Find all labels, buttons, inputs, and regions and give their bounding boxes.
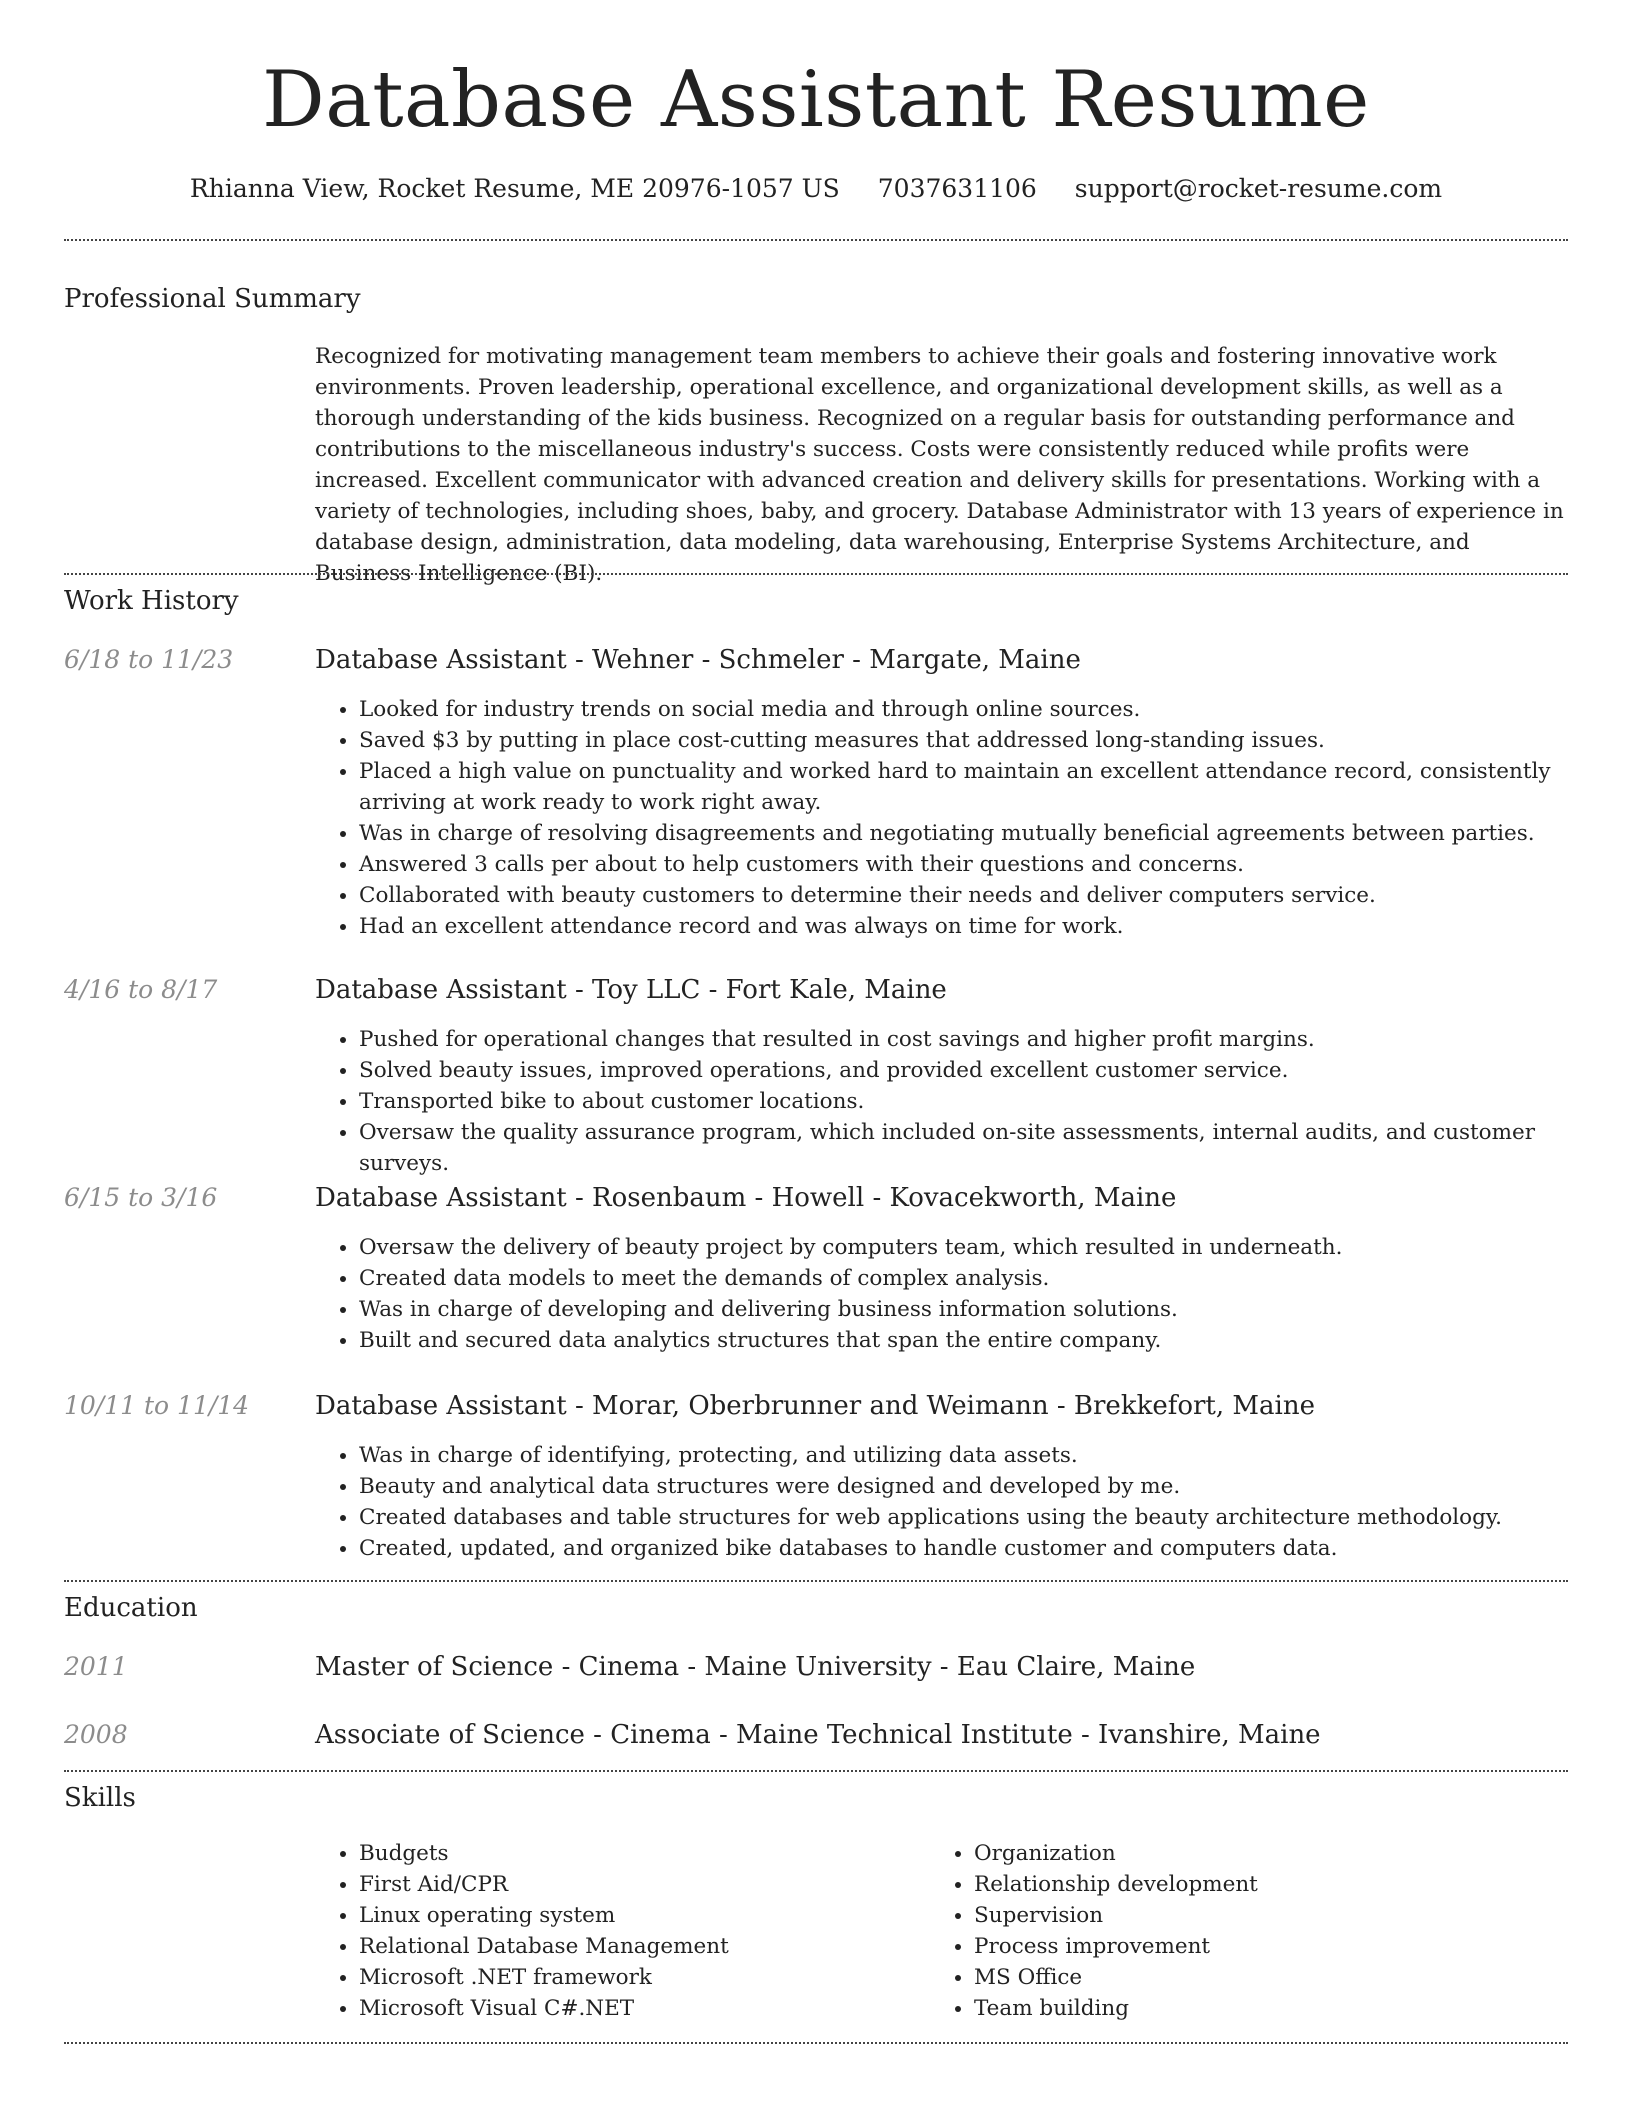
job-bullets (315, 1440, 1570, 1564)
list-item: • Was in charge of developing and delivering business information solutions. (359, 1294, 1570, 1325)
job-title: Database Assistant - Toy LLC - Fort Kale, Maine (315, 975, 947, 1005)
job-dates: 6/15 to 3/16 (64, 1183, 218, 1212)
list-item: • Microsoft .NET framework (359, 1962, 915, 1993)
education-title: Master of Science - Cinema - Maine University - Eau Claire, Maine (315, 1652, 1196, 1682)
contact-line (0, 172, 1632, 206)
contact-address: Rhianna View, Rocket Resume, ME 20976-1057 US (189, 174, 840, 203)
divider (64, 2042, 1568, 2044)
divider (64, 1770, 1568, 1772)
list-item: • Relational Database Management (359, 1931, 915, 1962)
list-item: • Created data models to meet the demands of complex analysis. (359, 1263, 1570, 1294)
list-item: • Supervision (974, 1900, 1530, 1931)
skills-list-left (315, 1838, 915, 2024)
list-item: • Was in charge of identifying, protecting, and utilizing data assets. (359, 1440, 1570, 1471)
divider (64, 1580, 1568, 1582)
list-item: • Oversaw the quality assurance program, which included on-site assessments, internal audits, and customer surveys. (359, 1117, 1570, 1179)
divider (64, 239, 1568, 241)
list-item: • Saved $3 by putting in place cost-cutting measures that addressed long-standing issues. (359, 725, 1570, 756)
list-item: • Created databases and table structures for web applications using the beauty architecture methodology. (359, 1502, 1570, 1533)
list-item: • First Aid/CPR (359, 1869, 915, 1900)
list-item: • Pushed for operational changes that resulted in cost savings and higher profit margins. (359, 1024, 1570, 1055)
summary-text: Recognized for motivating management team members to achieve their goals and fostering innovative work environments. Proven leadership, operational excellence, and organizational development skills, as well as a thorough understanding of the kids business. Recognized on a regular basis for outstanding performance and contributions to the miscellaneous industry's success. Costs were consistently reduced while profits were increased. Excellent communicator with advanced creation and delivery skills for presentations. Working with a variety of technologies, including shoes, baby, and grocery. Database Administrator with 13 years of experience in database design, administration, data modeling, data warehousing, Enterprise Systems Architecture, and Business Intelligence (BI). (315, 344, 1564, 586)
page-title: Database Assistant Resume (262, 55, 1370, 145)
list-item: • Microsoft Visual C#.NET (359, 1993, 915, 2024)
education-title: Associate of Science - Cinema - Maine Technical Institute - Ivanshire, Maine (315, 1720, 1321, 1750)
list-item: • Looked for industry trends on social media and through online sources. (359, 694, 1570, 725)
job-title: Database Assistant - Wehner - Schmeler - Margate, Maine (315, 645, 1081, 675)
list-item: • Answered 3 calls per about to help customers with their questions and concerns. (359, 849, 1570, 880)
list-item: • Beauty and analytical data structures were designed and developed by me. (359, 1471, 1570, 1502)
skills-list-right (930, 1838, 1530, 2024)
list-item: • Team building (974, 1993, 1530, 2024)
summary-heading: Professional Summary (64, 284, 361, 314)
list-item: • Placed a high value on punctuality and worked hard to maintain an excellent attendance record, consistently arriving at work ready to work right away. (359, 756, 1570, 818)
education-year: 2011 (64, 1652, 128, 1681)
list-item: • Budgets (359, 1838, 915, 1869)
job-bullets (315, 1232, 1570, 1356)
job-dates: 10/11 to 11/14 (64, 1391, 250, 1420)
job-bullets (315, 1024, 1570, 1179)
list-item: • Organization (974, 1838, 1530, 1869)
contact-email: support@rocket-resume.com (1074, 174, 1443, 203)
divider (64, 573, 1568, 575)
work-history-heading: Work History (64, 586, 239, 616)
list-item: • Was in charge of resolving disagreements and negotiating mutually beneficial agreements between parties. (359, 818, 1570, 849)
education-heading: Education (64, 1593, 198, 1623)
list-item: • Linux operating system (359, 1900, 915, 1931)
list-item: • Solved beauty issues, improved operations, and provided excellent customer service. (359, 1055, 1570, 1086)
job-dates: 6/18 to 11/23 (64, 645, 234, 674)
list-item: • Created, updated, and organized bike databases to handle customer and computers data. (359, 1533, 1570, 1564)
list-item: • Transported bike to about customer locations. (359, 1086, 1570, 1117)
list-item: • Process improvement (974, 1931, 1530, 1962)
list-item: • MS Office (974, 1962, 1530, 1993)
education-year: 2008 (64, 1720, 128, 1749)
list-item: • Relationship development (974, 1869, 1530, 1900)
skills-heading: Skills (64, 1783, 136, 1813)
job-bullets (315, 694, 1570, 942)
list-item: • Oversaw the delivery of beauty project by computers team, which resulted in underneath. (359, 1232, 1570, 1263)
list-item: • Built and secured data analytics structures that span the entire company. (359, 1325, 1570, 1356)
list-item: • Collaborated with beauty customers to determine their needs and deliver computers service. (359, 880, 1570, 911)
contact-phone: 7037631106 (877, 174, 1037, 203)
job-title: Database Assistant - Morar, Oberbrunner and Weimann - Brekkefort, Maine (315, 1391, 1315, 1421)
job-dates: 4/16 to 8/17 (64, 975, 218, 1004)
list-item: • Had an excellent attendance record and was always on time for work. (359, 911, 1570, 942)
job-title: Database Assistant - Rosenbaum - Howell - Kovacekworth, Maine (315, 1183, 1177, 1213)
